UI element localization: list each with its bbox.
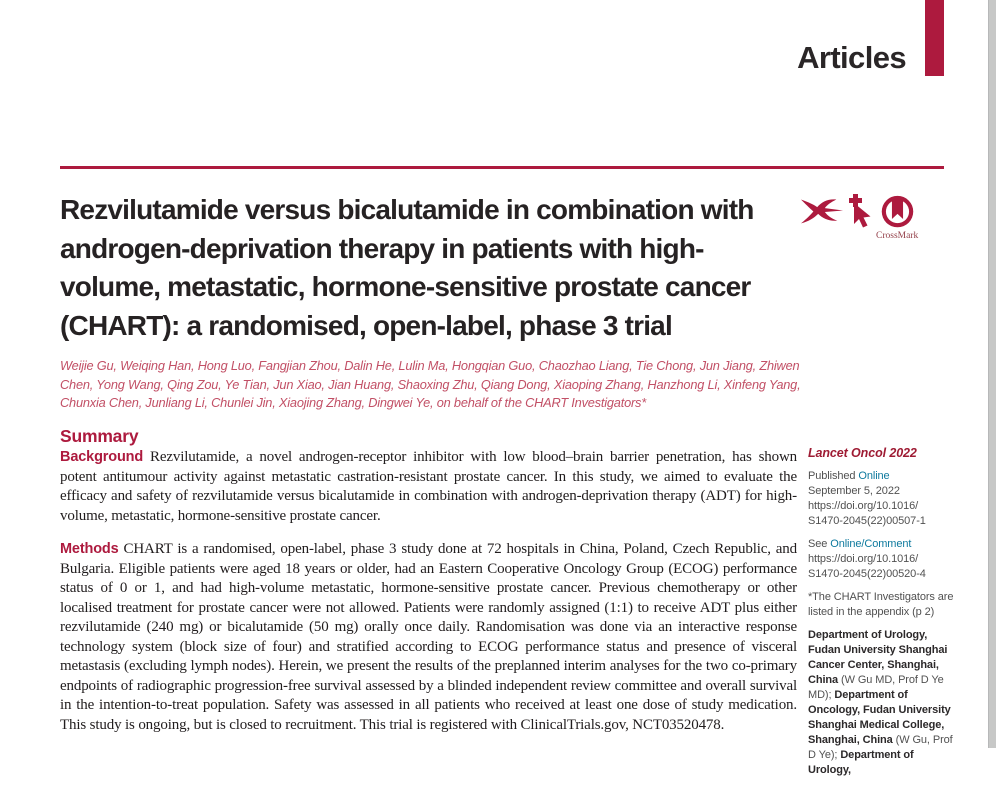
page-edge-strip [988,0,996,748]
header-rule [60,166,944,169]
investigators-footnote: *The CHART Investigators are listed in the appendix (p 2) [808,591,954,618]
published-online-link[interactable]: Online [858,470,890,482]
article-title: Rezvilutamide versus bicalutamide in combination with androgen-deprivation therapy in patients with high- volume, metastatic, hormone-sensitive prostate cancer (CHART): a randomised, open-label, phase 3 trial [60,194,754,341]
see-prefix: See [808,538,831,550]
summary-methods-paragraph [60,540,797,735]
publication-date: September 5, 2022 [808,485,900,497]
summary-background-paragraph [60,448,797,526]
summary-heading: Summary [60,426,139,446]
publication-block [808,469,958,529]
margin-sidebar [808,446,958,786]
doi-comment-link-line2[interactable]: S1470-2045(22)00520-4 [808,568,926,580]
affiliations: Department of Urology, Fudan University Shanghai Cancer Center, Shanghai, China (W Gu MD, Prof D Ye MD); Department of Oncology, Fudan University Shanghai Medical College, Shanghai, China (W Gu, Prof D Ye); Department of Urology, [808,629,953,776]
published-prefix: Published [808,470,859,482]
header-red-bar [925,0,944,76]
doi-primary-link-line2[interactable]: S1470-2045(22)00507-1 [808,515,926,527]
background-text: Rezvilutamide, a novel androgen-receptor inhibitor with low blood–brain barrier penetration, has shown potent antitumour activity against metastatic castration-resistant prostate cancer. In this study, we aimed to evaluate the efficacy and safety of rezvilutamide versus bicalutamide in combination with androgen-deprivation therapy (ADT) for high-volume, metastatic, hormone-sensitive prostate cancer. [60,449,797,524]
journal-reference: Lancet Oncol 2022 [808,446,917,460]
background-label: Background [60,449,144,465]
methods-label: Methods [60,541,119,557]
lancet-swallow-icon [800,194,844,233]
section-header-articles: Articles [797,40,906,75]
margin-icons [800,194,950,244]
online-cursor-icon [846,194,872,233]
methods-text: CHART is a randomised, open-label, phase 3 study done at 72 hospitals in China, Poland, Czech Republic, and Bulgaria. Eligible patients were aged 18 years or older, had an Eastern Cooperative Oncology Group (ECOG) performance status of 0 or 1, and had high-volume metastatic, hormone-sensitive prostate cancer. Previous chemotherapy or other localised treatment for prostate cancer were not allowed. Patients were randomly assigned (1:1) to receive ADT plus either rezvilutamide (240 mg) or bicalutamide (50 mg) orally once daily. Randomisation was done via an interactive response technology system (block size of four) and stratified according to ECOG performance status and presence of visceral metastasis (excluding lymph nodes). Herein, we present the results of the preplanned interim analyses for the two co-primary endpoints of radiographic progression-free survival assessed by a blinded independent review committee and overall survival in the intention-to-treat population. Safety was assessed in all patients who received at least one dose of study medication. This study is ongoing, but is closed to recruitment. This trial is registered with ClinicalTrials.gov, NCT03520478. [60,541,797,733]
doi-comment-link-line1[interactable]: https://doi.org/10.1016/ [808,553,919,565]
see-comment-block [808,537,958,582]
crossmark-icon[interactable] [876,194,918,241]
see-online-comment-link[interactable]: Online/Comment [830,538,912,550]
author-list: Weijie Gu, Weiqing Han, Hong Luo, Fangjian Zhou, Dalin He, Lulin Ma, Hongqian Guo, Chaozhao Liang, Tie Chong, Jun Jiang, Zhiwen Chen, Yong Wang, Qing Zou, Ye Tian, Jun Xiao, Jian Huang, Shaoxing Zhu, Qiang Dong, Xiaoping Zhang, Hanzhong Li, Xinfeng Yang, Chunxia Chen, Junliang Li, Chunlei Jin, Xiaojing Zhang, Dingwei Ye, on behalf of the CHART Investigators* [60,358,801,410]
crossmark-label: CrossMark [876,231,919,241]
doi-primary-link-line1[interactable]: https://doi.org/10.1016/ [808,500,919,512]
